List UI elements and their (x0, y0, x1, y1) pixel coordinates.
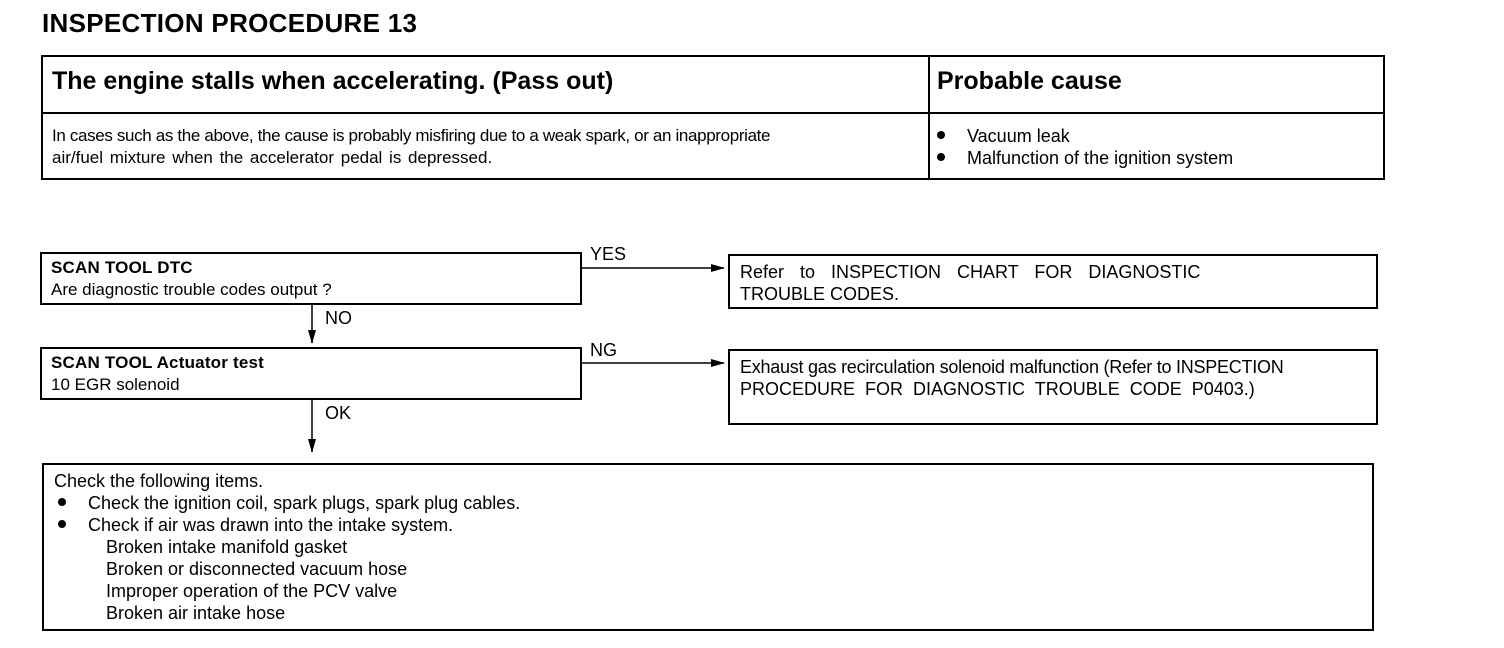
check-item-text: Check if air was drawn into the intake system. (88, 515, 454, 535)
cause-text: Vacuum leak (967, 126, 1070, 146)
step2-heading: SCAN TOOL Actuator test (51, 353, 265, 372)
check-subitem: Improper operation of the PCV valve (106, 581, 398, 601)
yes-result-line-2: TROUBLE CODES. (740, 284, 900, 304)
check-subitem: Broken air intake hose (106, 603, 286, 623)
description-line-1: In cases such as the above, the cause is probably misfiring due to a weak spark, or an inappropriate (52, 126, 771, 145)
dtc-chart-reference-box (728, 254, 1378, 309)
cause-text: Malfunction of the ignition system (967, 148, 1234, 168)
symptom-heading: The engine stalls when accelerating. (Pass out) (52, 67, 614, 95)
ng-result-line-1: Exhaust gas recirculation solenoid malfunction (Refer to INSPECTION (740, 357, 1284, 377)
check-item-text: Check the ignition coil, spark plugs, spark plug cables. (88, 493, 521, 513)
bullet-icon (58, 520, 66, 528)
description-line-2: air/fuel mixture when the accelerator pedal is depressed. (52, 148, 493, 167)
step1-heading: SCAN TOOL DTC (51, 258, 193, 277)
actuator-test-box (40, 347, 582, 400)
ok-label: OK (325, 403, 352, 423)
page-title: INSPECTION PROCEDURE 13 (42, 8, 418, 38)
check-subitem: Broken intake manifold gasket (106, 537, 348, 557)
final-check-box (42, 463, 1374, 631)
ng-result-line-2: PROCEDURE FOR DIAGNOSTIC TROUBLE CODE P0403.) (740, 379, 1255, 399)
no-label: NO (325, 308, 352, 328)
scan-tool-dtc-box (40, 252, 582, 305)
check-item (54, 514, 520, 536)
bullet-icon (58, 498, 66, 506)
egr-malfunction-box (728, 349, 1378, 425)
probable-cause-heading: Probable cause (937, 67, 1122, 95)
yes-result-line-1: Refer to INSPECTION CHART FOR DIAGNOSTIC (740, 262, 1201, 282)
ng-label: NG (590, 340, 617, 360)
step2-item: 10 EGR solenoid (51, 375, 180, 394)
yes-label: YES (590, 244, 627, 264)
check-subitem: Broken or disconnected vacuum hose (106, 559, 408, 579)
check-item (54, 492, 520, 514)
check-intro: Check the following items. (54, 471, 264, 491)
step1-question: Are diagnostic trouble codes output ? (51, 280, 332, 299)
